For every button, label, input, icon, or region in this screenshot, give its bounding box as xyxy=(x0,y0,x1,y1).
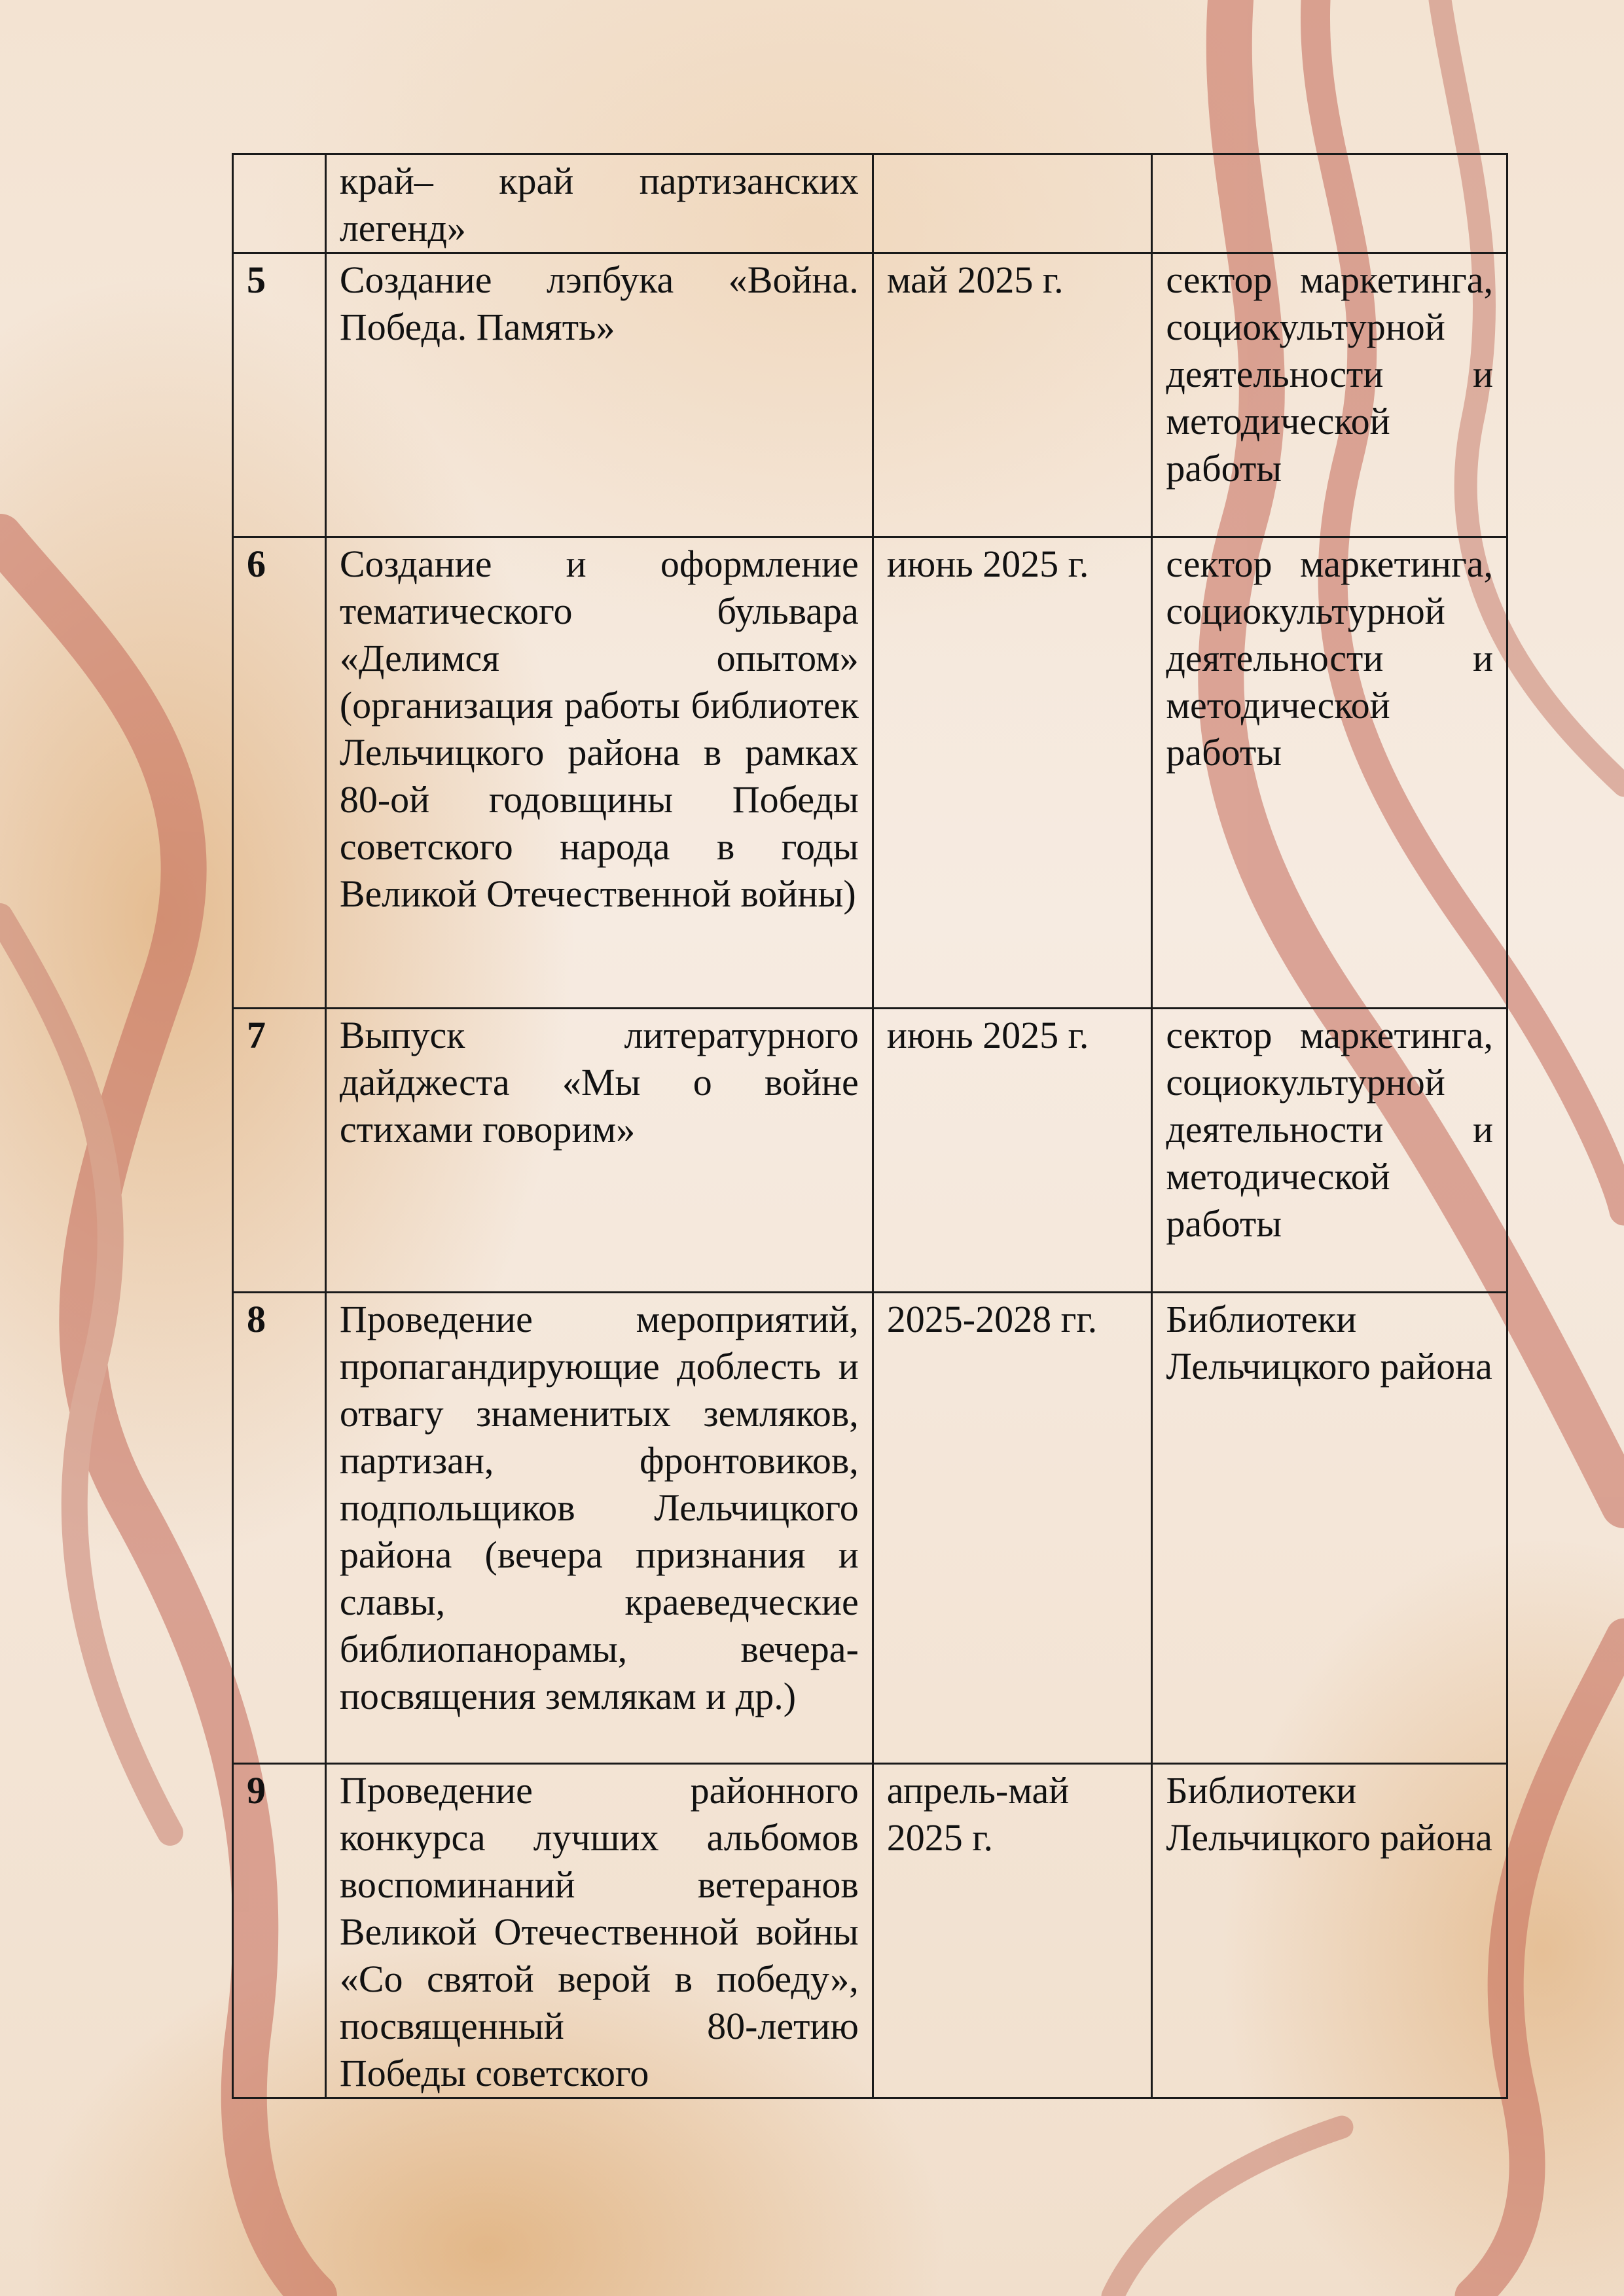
event-date: апрель-май 2025 г. xyxy=(873,1764,1152,2098)
row-number: 7 xyxy=(233,1009,326,1293)
event-description: Создание и оформление тематического бульвара «Делимся опытом» (организация работы библиотек Лельчицкого района в рамках 80-ой годовщины Победы советского народа в годы Великой Отечественной войны) xyxy=(325,537,873,1009)
event-description: Проведение мероприятий, пропагандирующие доблесть и отвагу знаменитых земляков, партизан, фронтовиков, подпольщиков Лельчицкого района (вечера признания и славы, краеведческие библиопанорамы, вечера-посвящения землякам и др.) xyxy=(325,1293,873,1764)
row-number: 6 xyxy=(233,537,326,1009)
table-row xyxy=(233,1009,1507,1293)
responsible xyxy=(1152,154,1507,253)
event-date: 2025-2028 гг. xyxy=(873,1293,1152,1764)
event-description: край– край партизанских легенд» xyxy=(325,154,873,253)
event-date: июнь 2025 г. xyxy=(873,537,1152,1009)
table-row xyxy=(233,1764,1507,2098)
row-number xyxy=(233,154,326,253)
event-description: Проведение районного конкурса лучших альбомов воспоминаний ветеранов Великой Отечественной войны «Со святой верой в победу», посвященный 80-летию Победы советского xyxy=(325,1764,873,2098)
event-date xyxy=(873,154,1152,253)
row-number: 8 xyxy=(233,1293,326,1764)
responsible: сектор маркетинга, социокультурной деятельности и методической работы xyxy=(1152,253,1507,537)
table-row xyxy=(233,154,1507,253)
event-date: июнь 2025 г. xyxy=(873,1009,1152,1293)
responsible: Библиотеки Лельчицкого района xyxy=(1152,1764,1507,2098)
events-table xyxy=(232,153,1508,2099)
event-description: Создание лэпбука «Война. Победа. Память» xyxy=(325,253,873,537)
table-row xyxy=(233,537,1507,1009)
table-row xyxy=(233,253,1507,537)
event-date: май 2025 г. xyxy=(873,253,1152,537)
table-row xyxy=(233,1293,1507,1764)
responsible: сектор маркетинга, социокультурной деятельности и методической работы xyxy=(1152,1009,1507,1293)
responsible: сектор маркетинга, социокультурной деятельности и методической работы xyxy=(1152,537,1507,1009)
row-number: 9 xyxy=(233,1764,326,2098)
event-description: Выпуск литературного дайджеста «Мы о войне стихами говорим» xyxy=(325,1009,873,1293)
responsible: Библиотеки Лельчицкого района xyxy=(1152,1293,1507,1764)
row-number: 5 xyxy=(233,253,326,537)
